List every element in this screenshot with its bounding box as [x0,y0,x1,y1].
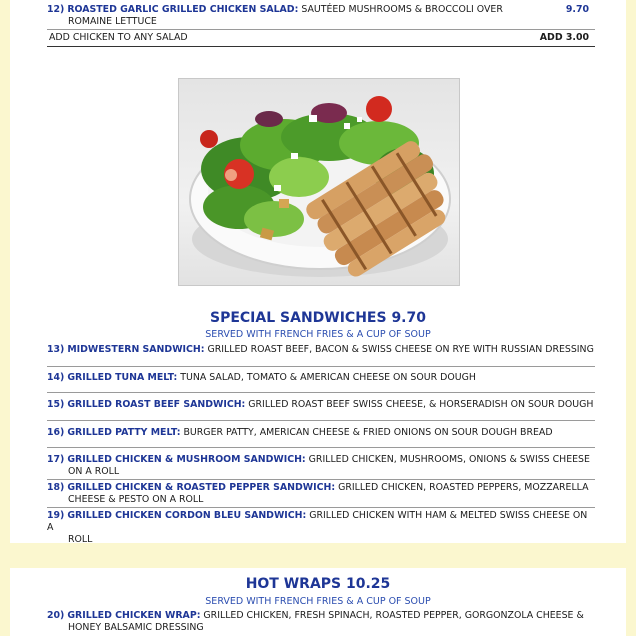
item-description: GRILLED CHICKEN, FRESH SPINACH, ROASTED PEPPER, GORGONZOLA CHEESE & [203,610,584,621]
item-price: 9.70 [565,4,589,15]
item-description-continued: ROMAINE LETTUCE [68,16,157,27]
addon-price: ADD 3.00 [539,32,589,43]
menu-item-12 [47,4,595,28]
item-number: 17) [47,454,65,465]
addon-label: ADD CHICKEN TO ANY SALAD [49,32,188,43]
item-number: 19) [47,510,65,521]
item-name: GRILLED CHICKEN WRAP: [67,610,201,621]
item-description-continued: CHEESE & PESTO ON A ROLL [68,494,204,505]
item-name: GRILLED CHICKEN CORDON BLEU SANDWICH: [67,510,307,521]
item-description-continued: HONEY BALSAMIC DRESSING [68,622,204,633]
divider [47,420,595,421]
section-title-special-sandwiches: SPECIAL SANDWICHES 9.70 [210,310,426,326]
menu-item-17 [47,454,595,478]
item-number: 18) [47,482,65,493]
menu-item-15 [47,399,595,411]
item-number: 15) [47,399,65,410]
menu-item-13 [47,344,595,356]
divider [47,479,595,480]
item-number: 14) [47,372,65,383]
item-description: GRILLED CHICKEN, MUSHROOMS, ONIONS & SWISS CHEESE [308,454,590,465]
item-description-continued: ON A ROLL [68,466,120,477]
menu-item-20 [47,610,595,634]
salad-illustration [179,79,460,286]
item-name: GRILLED CHICKEN & ROASTED PEPPER SANDWICH: [67,482,336,493]
item-description-continued: ROLL [68,534,93,545]
menu-item-16 [47,427,595,439]
item-name: GRILLED TUNA MELT: [67,372,178,383]
section-title-hot-wraps: HOT WRAPS 10.25 [245,576,391,592]
section-subtitle: SERVED WITH FRENCH FRIES & A CUP OF SOUP [205,329,431,340]
grilled-chicken-salad-photo [178,78,460,286]
item-name: ROASTED GARLIC GRILLED CHICKEN SALAD: [67,4,299,15]
menu-item-18 [47,482,595,506]
menu-item-19 [47,510,595,546]
section-subtitle: SERVED WITH FRENCH FRIES & A CUP OF SOUP [205,596,431,607]
item-description: SAUTÉED MUSHROOMS & BROCCOLI OVER [301,4,503,15]
item-description: TUNA SALAD, TOMATO & AMERICAN CHEESE ON SOUR DOUGH [180,372,476,383]
divider [47,392,595,393]
item-name: MIDWESTERN SANDWICH: [67,344,205,355]
item-number: 12) [47,4,65,15]
item-number: 16) [47,427,65,438]
divider [47,46,595,47]
item-description: GRILLED CHICKEN, ROASTED PEPPERS, MOZZARELLA [338,482,589,493]
menu-panel-salads-sandwiches [10,0,626,543]
item-description: GRILLED ROAST BEEF SWISS CHEESE, & HORSERADISH ON SOUR DOUGH [248,399,594,410]
item-name: GRILLED ROAST BEEF SANDWICH: [67,399,246,410]
item-number: 20) [47,610,65,621]
menu-panel-hot-wraps [10,568,626,636]
divider [47,366,595,367]
item-name: GRILLED PATTY MELT: [67,427,181,438]
divider [47,447,595,448]
item-description: BURGER PATTY, AMERICAN CHEESE & FRIED ONIONS ON SOUR DOUGH BREAD [183,427,553,438]
divider [47,507,595,508]
item-number: 13) [47,344,65,355]
menu-addon [47,32,595,44]
item-name: GRILLED CHICKEN & MUSHROOM SANDWICH: [67,454,306,465]
divider [47,29,595,30]
menu-item-14 [47,372,595,384]
item-description: GRILLED ROAST BEEF, BACON & SWISS CHEESE ON RYE WITH RUSSIAN DRESSING [207,344,594,355]
item-description: GRILLED CHICKEN WITH HAM & MELTED SWISS CHEESE ON A [47,510,588,533]
